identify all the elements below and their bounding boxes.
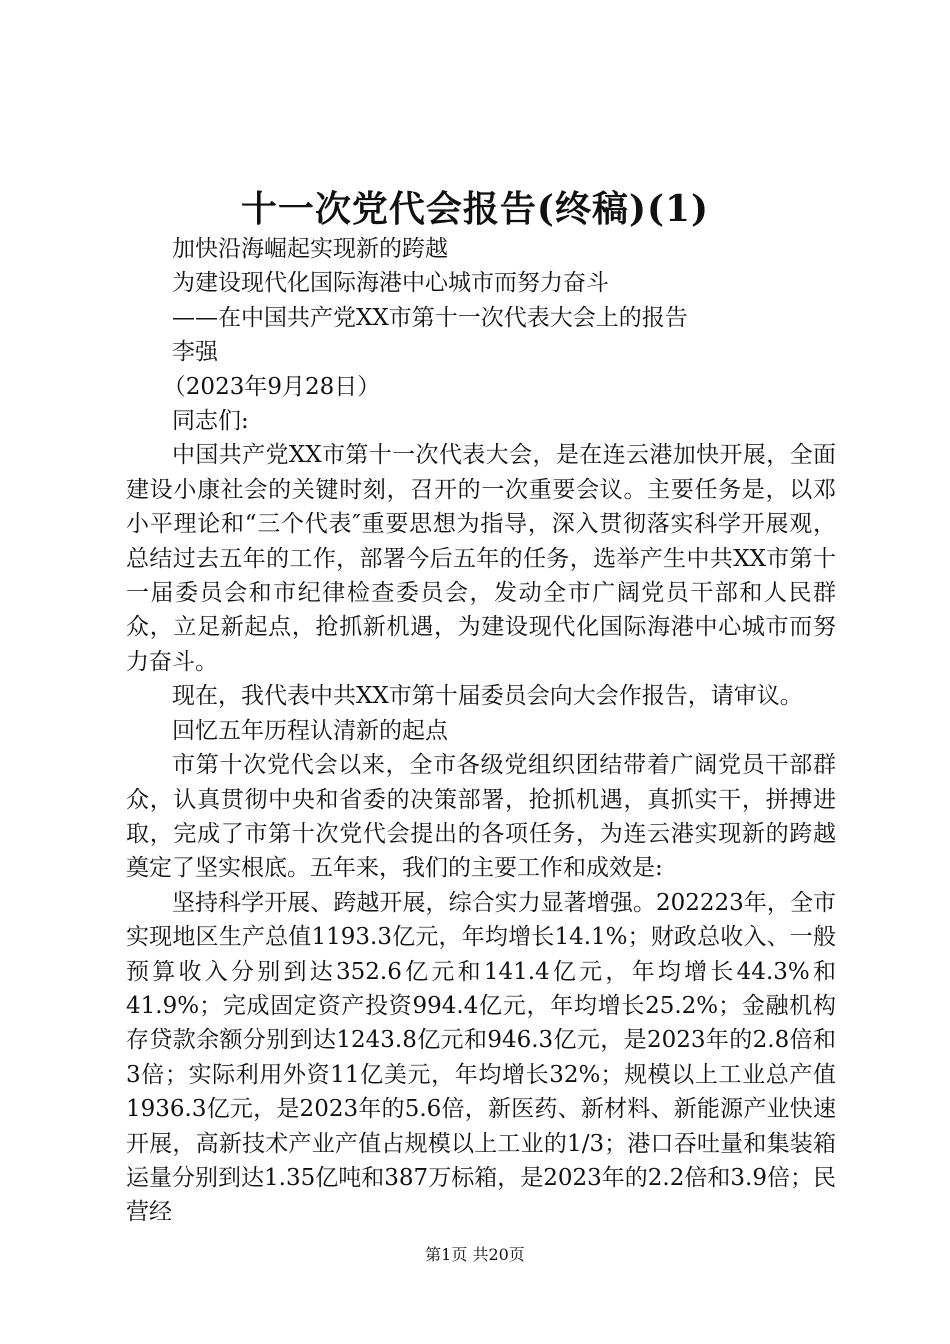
subtitle-line: ——在中国共产党XX市第十一次代表大会上的报告 bbox=[172, 304, 688, 331]
document-title: 十一次党代会报告(终稿)(1) bbox=[240, 188, 710, 230]
document-body bbox=[126, 232, 836, 1230]
subtitle-line: 加快沿海崛起实现新的跨越 bbox=[172, 236, 448, 262]
salutation-line: 同志们: bbox=[172, 408, 249, 435]
body-paragraph: 市第十次党代会以来，全市各级党组织团结带着广阔党员干部群众，认真贯彻中央和省委的决策部署，抢抓机遇，真抓实干，拼搏进取，完成了市第十次党代会提出的各项任务，为连云港实现新的跨越奠定了坚实根底。五年来，我们的主要工作和成效是: bbox=[126, 752, 836, 882]
body-paragraph: 现在，我代表中共XX市第十届委员会向大会作报告，请审议。 bbox=[172, 683, 803, 710]
section-heading: 回忆五年历程认清新的起点 bbox=[172, 717, 448, 744]
body-paragraph: 坚持科学开展、跨越开展，综合实力显著增强。202223年，全市实现地区生产总值1193.3亿元，年均增长14.1%；财政总收入、一般预算收入分别到达352.6亿元和141.4亿元，年均增长44.3%和41.9%；完成固定资产投资994.4亿元，年均增长25.2%；金融机构存贷款余额分别到达1243.8亿元和946.3亿元，是2023年的2.8倍和3倍；实际利用外资11亿美元，年均增长32%；规模以上工业总产值1936.3亿元，是2023年的5.6倍，新医药、新材料、新能源产业快速开展，高新技术产业产值占规模以上工业的1/3；港口吞吐量和集装箱运量分别到达1.35亿吨和387万标箱，是2023年的2.2倍和3.9倍；民营经 bbox=[126, 889, 836, 1226]
date-line: （2023年9月28日） bbox=[162, 373, 381, 400]
body-paragraph: 中国共产党XX市第十一次代表大会，是在连云港加快开展，全面建设小康社会的关键时刻，召开的一次重要会议。主要任务是，以邓小平理论和“三个代表″重要思想为指导，深入贯彻落实科学开展观，总结过去五年的工作，部署今后五年的任务，选举产生中共XX市第十一届委员会和市纪律检查委员会，发动全市广阔党员干部和人民群众，立足新起点，抢抓新机遇，为建设现代化国际海港中心城市而努力奋斗。 bbox=[126, 442, 836, 675]
author-line: 李强 bbox=[172, 339, 218, 366]
page-footer: 第1页 共20页 bbox=[425, 1245, 525, 1264]
subtitle-line: 为建设现代化国际海港中心城市而努力奋斗 bbox=[172, 270, 609, 297]
